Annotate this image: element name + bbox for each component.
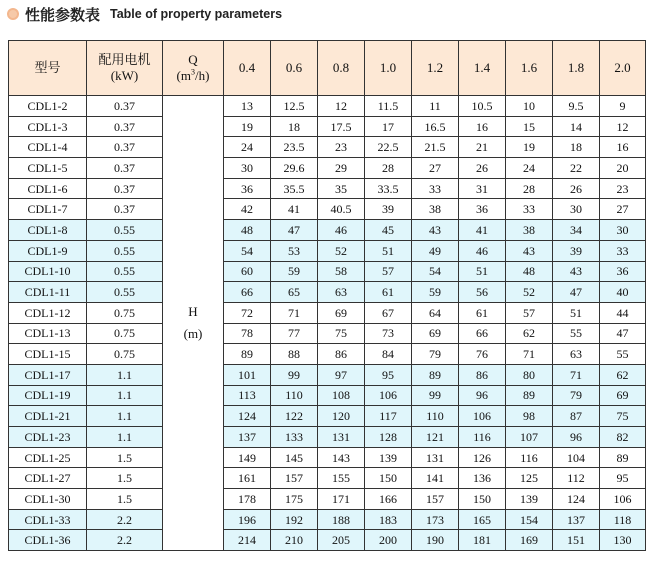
head-value-cell: 29.6 xyxy=(271,158,318,179)
head-value-cell: 36 xyxy=(459,199,506,220)
head-value-cell: 28 xyxy=(506,178,553,199)
head-value-cell: 178 xyxy=(224,489,271,510)
head-value-cell: 40 xyxy=(600,282,646,303)
head-value-cell: 128 xyxy=(365,427,412,448)
head-unit: (m) xyxy=(183,326,203,342)
model-cell: CDL1-33 xyxy=(9,509,87,530)
flow-header: 1.6 xyxy=(506,41,553,96)
head-value-cell: 137 xyxy=(224,427,271,448)
head-value-cell: 33 xyxy=(506,199,553,220)
table-row xyxy=(9,323,646,344)
head-label: H xyxy=(188,304,198,320)
head-value-cell: 36 xyxy=(224,178,271,199)
motor-kw-cell: 0.55 xyxy=(87,240,163,261)
motor-kw-cell: 1.5 xyxy=(87,489,163,510)
flow-header: 0.6 xyxy=(271,41,318,96)
head-value-cell: 21.5 xyxy=(412,137,459,158)
head-value-cell: 39 xyxy=(553,240,600,261)
head-value-cell: 65 xyxy=(271,282,318,303)
head-value-cell: 155 xyxy=(318,468,365,489)
head-value-cell: 120 xyxy=(318,406,365,427)
head-value-cell: 169 xyxy=(506,530,553,551)
head-value-cell: 33 xyxy=(412,178,459,199)
head-value-cell: 21 xyxy=(459,137,506,158)
head-value-cell: 23 xyxy=(600,178,646,199)
head-value-cell: 44 xyxy=(600,302,646,323)
head-value-cell: 78 xyxy=(224,323,271,344)
head-value-cell: 80 xyxy=(506,364,553,385)
head-value-cell: 18 xyxy=(553,137,600,158)
head-value-cell: 192 xyxy=(271,509,318,530)
head-value-cell: 16 xyxy=(600,137,646,158)
title-english: Table of property parameters xyxy=(110,7,283,21)
head-value-cell: 40.5 xyxy=(318,199,365,220)
table-row xyxy=(9,427,646,448)
head-value-cell: 39 xyxy=(365,199,412,220)
head-value-cell: 23.5 xyxy=(271,137,318,158)
model-cell: CDL1-3 xyxy=(9,116,87,137)
head-value-cell: 143 xyxy=(318,447,365,468)
motor-kw-cell: 0.37 xyxy=(87,116,163,137)
head-value-cell: 124 xyxy=(224,406,271,427)
head-value-cell: 22.5 xyxy=(365,137,412,158)
motor-kw-cell: 0.55 xyxy=(87,220,163,241)
table-row xyxy=(9,199,646,220)
head-value-cell: 157 xyxy=(271,468,318,489)
head-value-cell: 51 xyxy=(459,261,506,282)
table-row xyxy=(9,406,646,427)
head-value-cell: 175 xyxy=(271,489,318,510)
motor-kw-cell: 1.1 xyxy=(87,406,163,427)
head-value-cell: 86 xyxy=(459,364,506,385)
table-row xyxy=(9,282,646,303)
head-value-cell: 214 xyxy=(224,530,271,551)
motor-kw-cell: 0.75 xyxy=(87,302,163,323)
head-value-cell: 200 xyxy=(365,530,412,551)
head-value-cell: 69 xyxy=(600,385,646,406)
head-value-cell: 190 xyxy=(412,530,459,551)
head-value-cell: 75 xyxy=(600,406,646,427)
head-value-cell: 79 xyxy=(553,385,600,406)
head-value-cell: 27 xyxy=(412,158,459,179)
head-value-cell: 116 xyxy=(459,427,506,448)
head-value-cell: 20 xyxy=(600,158,646,179)
model-cell: CDL1-25 xyxy=(9,447,87,468)
model-cell: CDL1-13 xyxy=(9,323,87,344)
head-value-cell: 66 xyxy=(459,323,506,344)
table-heading xyxy=(7,2,282,26)
head-value-cell: 126 xyxy=(459,447,506,468)
head-value-cell: 11.5 xyxy=(365,96,412,117)
head-value-cell: 33.5 xyxy=(365,178,412,199)
head-value-cell: 99 xyxy=(271,364,318,385)
head-value-cell: 96 xyxy=(459,385,506,406)
table-row xyxy=(9,220,646,241)
head-value-cell: 88 xyxy=(271,344,318,365)
head-value-cell: 89 xyxy=(224,344,271,365)
head-value-cell: 54 xyxy=(412,261,459,282)
head-value-cell: 110 xyxy=(412,406,459,427)
flow-header: 1.2 xyxy=(412,41,459,96)
motor-kw-cell: 0.37 xyxy=(87,158,163,179)
model-cell: CDL1-6 xyxy=(9,178,87,199)
head-value-cell: 41 xyxy=(271,199,318,220)
head-value-cell: 52 xyxy=(318,240,365,261)
head-value-cell: 89 xyxy=(412,364,459,385)
head-value-cell: 210 xyxy=(271,530,318,551)
head-value-cell: 16.5 xyxy=(412,116,459,137)
table-row xyxy=(9,116,646,137)
head-value-cell: 89 xyxy=(600,447,646,468)
model-cell: CDL1-7 xyxy=(9,199,87,220)
flow-header: 1.8 xyxy=(553,41,600,96)
head-value-cell: 72 xyxy=(224,302,271,323)
head-value-cell: 12 xyxy=(318,96,365,117)
head-value-cell: 45 xyxy=(365,220,412,241)
head-value-cell: 69 xyxy=(318,302,365,323)
model-cell: CDL1-2 xyxy=(9,96,87,117)
head-value-cell: 35.5 xyxy=(271,178,318,199)
head-value-cell: 95 xyxy=(600,468,646,489)
head-value-cell: 51 xyxy=(553,302,600,323)
head-value-cell: 55 xyxy=(600,344,646,365)
head-value-cell: 18 xyxy=(271,116,318,137)
head-value-cell: 165 xyxy=(459,509,506,530)
head-value-cell: 48 xyxy=(506,261,553,282)
table-row xyxy=(9,385,646,406)
head-value-cell: 57 xyxy=(506,302,553,323)
model-cell: CDL1-5 xyxy=(9,158,87,179)
head-value-cell: 9 xyxy=(600,96,646,117)
head-value-cell: 30 xyxy=(553,199,600,220)
head-value-cell: 95 xyxy=(365,364,412,385)
head-value-cell: 118 xyxy=(600,509,646,530)
title-chinese: 性能参数表 xyxy=(25,5,101,24)
table-row xyxy=(9,530,646,551)
head-value-cell: 145 xyxy=(271,447,318,468)
flow-header: 0.8 xyxy=(318,41,365,96)
table-row xyxy=(9,137,646,158)
head-value-cell: 98 xyxy=(506,406,553,427)
head-value-cell: 141 xyxy=(412,468,459,489)
head-value-cell: 43 xyxy=(553,261,600,282)
head-value-cell: 55 xyxy=(553,323,600,344)
head-value-cell: 56 xyxy=(459,282,506,303)
head-label-cell xyxy=(163,96,224,551)
head-value-cell: 84 xyxy=(365,344,412,365)
head-value-cell: 171 xyxy=(318,489,365,510)
head-value-cell: 67 xyxy=(365,302,412,323)
head-value-cell: 35 xyxy=(318,178,365,199)
head-value-cell: 82 xyxy=(600,427,646,448)
motor-kw-cell: 0.37 xyxy=(87,137,163,158)
head-value-cell: 106 xyxy=(600,489,646,510)
table-row xyxy=(9,468,646,489)
flow-header: 0.4 xyxy=(224,41,271,96)
motor-kw-cell: 2.2 xyxy=(87,509,163,530)
head-value-cell: 161 xyxy=(224,468,271,489)
head-value-cell: 15 xyxy=(506,116,553,137)
head-value-cell: 43 xyxy=(412,220,459,241)
head-value-cell: 131 xyxy=(318,427,365,448)
head-value-cell: 58 xyxy=(318,261,365,282)
head-value-cell: 131 xyxy=(412,447,459,468)
head-value-cell: 99 xyxy=(412,385,459,406)
head-value-cell: 24 xyxy=(506,158,553,179)
model-cell: CDL1-15 xyxy=(9,344,87,365)
head-value-cell: 12 xyxy=(600,116,646,137)
model-cell: CDL1-19 xyxy=(9,385,87,406)
motor-kw-cell: 0.75 xyxy=(87,323,163,344)
head-value-cell: 116 xyxy=(506,447,553,468)
property-parameters-table xyxy=(8,40,646,551)
head-value-cell: 106 xyxy=(365,385,412,406)
head-value-cell: 124 xyxy=(553,489,600,510)
motor-kw-cell: 2.2 xyxy=(87,530,163,551)
model-cell: CDL1-17 xyxy=(9,364,87,385)
column-header-model: 型号 xyxy=(9,41,87,96)
head-value-cell: 11 xyxy=(412,96,459,117)
head-value-cell: 27 xyxy=(600,199,646,220)
model-cell: CDL1-11 xyxy=(9,282,87,303)
head-value-cell: 10 xyxy=(506,96,553,117)
table-row xyxy=(9,447,646,468)
motor-kw-cell: 0.75 xyxy=(87,344,163,365)
head-value-cell: 63 xyxy=(318,282,365,303)
table-row xyxy=(9,158,646,179)
table-row xyxy=(9,509,646,530)
head-value-cell: 26 xyxy=(553,178,600,199)
head-value-cell: 23 xyxy=(318,137,365,158)
model-cell: CDL1-27 xyxy=(9,468,87,489)
table-row xyxy=(9,489,646,510)
table-row xyxy=(9,240,646,261)
head-value-cell: 130 xyxy=(600,530,646,551)
head-value-cell: 181 xyxy=(459,530,506,551)
head-value-cell: 150 xyxy=(365,468,412,489)
head-value-cell: 112 xyxy=(553,468,600,489)
motor-kw-cell: 1.5 xyxy=(87,468,163,489)
head-value-cell: 89 xyxy=(506,385,553,406)
head-value-cell: 73 xyxy=(365,323,412,344)
motor-kw-cell: 1.5 xyxy=(87,447,163,468)
head-value-cell: 30 xyxy=(224,158,271,179)
head-value-cell: 96 xyxy=(553,427,600,448)
head-value-cell: 28 xyxy=(365,158,412,179)
motor-kw-cell: 0.37 xyxy=(87,199,163,220)
head-value-cell: 13 xyxy=(224,96,271,117)
head-value-cell: 62 xyxy=(600,364,646,385)
head-value-cell: 30 xyxy=(600,220,646,241)
bullet-circle-icon xyxy=(7,8,19,20)
head-value-cell: 12.5 xyxy=(271,96,318,117)
head-value-cell: 47 xyxy=(553,282,600,303)
head-value-cell: 57 xyxy=(365,261,412,282)
head-value-cell: 166 xyxy=(365,489,412,510)
model-cell: CDL1-9 xyxy=(9,240,87,261)
head-value-cell: 51 xyxy=(365,240,412,261)
head-value-cell: 41 xyxy=(459,220,506,241)
motor-kw-cell: 0.37 xyxy=(87,178,163,199)
head-value-cell: 19 xyxy=(506,137,553,158)
head-value-cell: 59 xyxy=(412,282,459,303)
head-value-cell: 76 xyxy=(459,344,506,365)
head-value-cell: 59 xyxy=(271,261,318,282)
head-value-cell: 62 xyxy=(506,323,553,344)
head-value-cell: 136 xyxy=(459,468,506,489)
head-value-cell: 34 xyxy=(553,220,600,241)
head-value-cell: 110 xyxy=(271,385,318,406)
head-value-cell: 60 xyxy=(224,261,271,282)
head-value-cell: 46 xyxy=(459,240,506,261)
motor-kw-cell: 1.1 xyxy=(87,427,163,448)
motor-kw-cell: 0.55 xyxy=(87,261,163,282)
head-value-cell: 10.5 xyxy=(459,96,506,117)
head-value-cell: 71 xyxy=(553,364,600,385)
head-value-cell: 149 xyxy=(224,447,271,468)
head-value-cell: 49 xyxy=(412,240,459,261)
head-value-cell: 122 xyxy=(271,406,318,427)
head-value-cell: 125 xyxy=(506,468,553,489)
head-value-cell: 139 xyxy=(365,447,412,468)
head-value-cell: 69 xyxy=(412,323,459,344)
head-value-cell: 86 xyxy=(318,344,365,365)
head-value-cell: 24 xyxy=(224,137,271,158)
motor-kw-cell: 0.55 xyxy=(87,282,163,303)
head-value-cell: 14 xyxy=(553,116,600,137)
head-value-cell: 106 xyxy=(459,406,506,427)
head-value-cell: 66 xyxy=(224,282,271,303)
head-value-cell: 16 xyxy=(459,116,506,137)
head-value-cell: 113 xyxy=(224,385,271,406)
head-value-cell: 133 xyxy=(271,427,318,448)
head-value-cell: 173 xyxy=(412,509,459,530)
head-value-cell: 47 xyxy=(600,323,646,344)
table-row xyxy=(9,364,646,385)
head-value-cell: 53 xyxy=(271,240,318,261)
head-value-cell: 79 xyxy=(412,344,459,365)
head-value-cell: 17 xyxy=(365,116,412,137)
flow-header: 2.0 xyxy=(600,41,646,96)
head-value-cell: 205 xyxy=(318,530,365,551)
head-value-cell: 29 xyxy=(318,158,365,179)
head-value-cell: 48 xyxy=(224,220,271,241)
head-value-cell: 36 xyxy=(600,261,646,282)
head-value-cell: 42 xyxy=(224,199,271,220)
table-row xyxy=(9,261,646,282)
head-value-cell: 19 xyxy=(224,116,271,137)
model-cell: CDL1-12 xyxy=(9,302,87,323)
head-value-cell: 117 xyxy=(365,406,412,427)
head-value-cell: 75 xyxy=(318,323,365,344)
head-value-cell: 77 xyxy=(271,323,318,344)
head-value-cell: 157 xyxy=(412,489,459,510)
motor-kw-cell: 0.37 xyxy=(87,96,163,117)
flow-header: 1.4 xyxy=(459,41,506,96)
head-value-cell: 121 xyxy=(412,427,459,448)
head-value-cell: 46 xyxy=(318,220,365,241)
head-value-cell: 151 xyxy=(553,530,600,551)
head-value-cell: 196 xyxy=(224,509,271,530)
head-value-cell: 54 xyxy=(224,240,271,261)
head-value-cell: 38 xyxy=(506,220,553,241)
head-value-cell: 61 xyxy=(365,282,412,303)
model-cell: CDL1-23 xyxy=(9,427,87,448)
model-cell: CDL1-36 xyxy=(9,530,87,551)
model-cell: CDL1-8 xyxy=(9,220,87,241)
head-value-cell: 71 xyxy=(506,344,553,365)
model-cell: CDL1-10 xyxy=(9,261,87,282)
head-value-cell: 188 xyxy=(318,509,365,530)
head-value-cell: 137 xyxy=(553,509,600,530)
head-value-cell: 107 xyxy=(506,427,553,448)
head-value-cell: 97 xyxy=(318,364,365,385)
table-row xyxy=(9,302,646,323)
head-value-cell: 104 xyxy=(553,447,600,468)
head-value-cell: 150 xyxy=(459,489,506,510)
head-value-cell: 33 xyxy=(600,240,646,261)
model-cell: CDL1-21 xyxy=(9,406,87,427)
head-value-cell: 17.5 xyxy=(318,116,365,137)
motor-kw-cell: 1.1 xyxy=(87,385,163,406)
column-header-motor: 配用电机 (kW) xyxy=(87,41,163,96)
head-value-cell: 9.5 xyxy=(553,96,600,117)
head-value-cell: 43 xyxy=(506,240,553,261)
head-value-cell: 108 xyxy=(318,385,365,406)
flow-header: 1.0 xyxy=(365,41,412,96)
head-value-cell: 64 xyxy=(412,302,459,323)
header-row xyxy=(9,41,646,96)
head-value-cell: 87 xyxy=(553,406,600,427)
column-header-flow: Q $(m^3/h)$ xyxy=(163,41,224,96)
head-value-cell: 61 xyxy=(459,302,506,323)
table-row xyxy=(9,178,646,199)
model-cell: CDL1-4 xyxy=(9,137,87,158)
head-value-cell: 154 xyxy=(506,509,553,530)
head-value-cell: 63 xyxy=(553,344,600,365)
head-value-cell: 101 xyxy=(224,364,271,385)
head-value-cell: 38 xyxy=(412,199,459,220)
table-row xyxy=(9,96,646,117)
head-value-cell: 31 xyxy=(459,178,506,199)
head-value-cell: 71 xyxy=(271,302,318,323)
head-value-cell: 26 xyxy=(459,158,506,179)
head-value-cell: 183 xyxy=(365,509,412,530)
head-value-cell: 139 xyxy=(506,489,553,510)
head-value-cell: 52 xyxy=(506,282,553,303)
model-cell: CDL1-30 xyxy=(9,489,87,510)
head-value-cell: 22 xyxy=(553,158,600,179)
table-row xyxy=(9,344,646,365)
head-value-cell: 47 xyxy=(271,220,318,241)
motor-kw-cell: 1.1 xyxy=(87,364,163,385)
